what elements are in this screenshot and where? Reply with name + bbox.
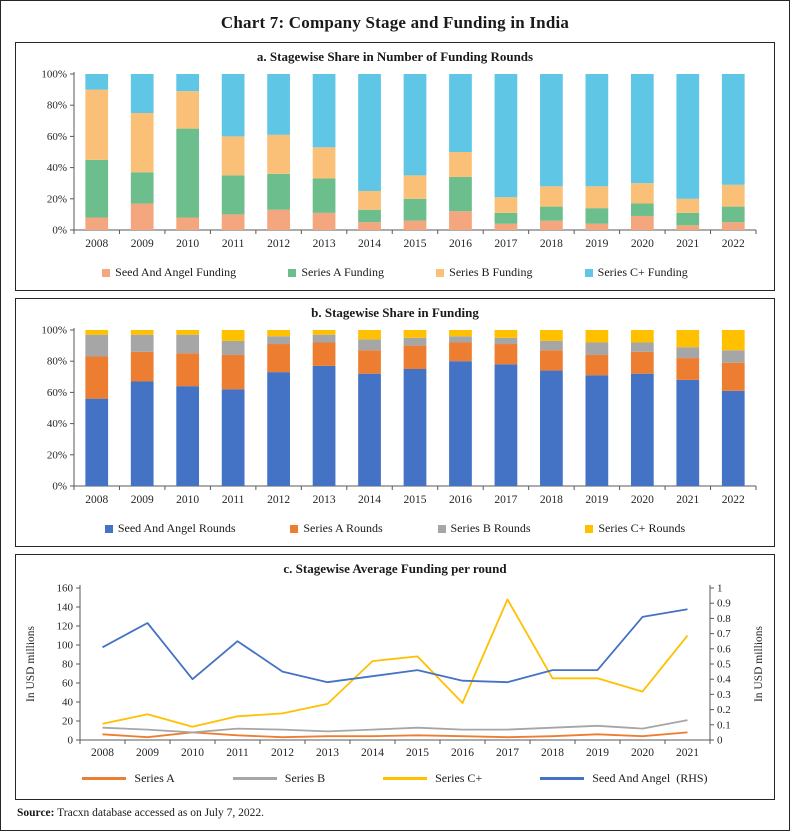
x-axis-label: 2010: [181, 747, 204, 759]
x-axis-label: 2014: [358, 238, 382, 250]
bar-segment: [540, 350, 563, 370]
legend-swatch: [438, 525, 446, 533]
bar-segment: [85, 330, 108, 335]
bar-segment: [267, 74, 290, 135]
bar-segment: [267, 210, 290, 230]
legend-item: [585, 521, 685, 536]
bar-segment: [631, 330, 654, 342]
bar-segment: [722, 391, 745, 486]
legend-item: [233, 771, 325, 786]
bar-segment: [495, 338, 518, 344]
x-axis-label: 2010: [176, 494, 200, 506]
bar-segment: [449, 211, 472, 230]
bar-segment: [540, 330, 563, 341]
y-axis-right-label: 0.3: [717, 688, 731, 701]
bar-segment: [176, 335, 199, 354]
bar-segment: [495, 197, 518, 213]
y-axis-label: 0%: [52, 480, 67, 493]
bar-segment: [631, 374, 654, 486]
x-axis-label: 2008: [85, 494, 109, 506]
legend-swatch: [585, 525, 593, 533]
bar-segment: [722, 222, 745, 230]
legend-a: [16, 265, 774, 280]
legend-label: Series A Rounds: [303, 521, 383, 535]
bar-segment: [85, 160, 108, 218]
x-axis-label: 2022: [721, 238, 745, 250]
panel-a-title: a. Stagewise Share in Number of Funding Rounds: [256, 49, 534, 64]
x-axis-label: 2019: [585, 238, 609, 250]
x-axis-label: 2012: [271, 747, 294, 759]
x-axis-label: 2012: [267, 494, 291, 506]
bar-segment: [404, 338, 427, 346]
x-axis-label: 2018: [539, 494, 563, 506]
bar-segment: [222, 74, 245, 136]
bar-segment: [267, 344, 290, 372]
bar-segment: [495, 224, 518, 230]
bar-segment: [722, 363, 745, 391]
bar-segment: [631, 216, 654, 230]
bar-segment: [176, 386, 199, 486]
legend-swatch: [290, 525, 298, 533]
bar-segment: [404, 369, 427, 486]
chart-c-canvas: [18, 578, 772, 770]
bar-segment: [313, 213, 336, 230]
x-axis-label: 2011: [221, 238, 245, 250]
x-axis-label: 2009: [136, 747, 159, 759]
panel-c: [15, 554, 775, 800]
bar-segment: [222, 389, 245, 486]
bar-segment: [449, 152, 472, 177]
bar-segment: [631, 74, 654, 183]
bar-segment: [586, 224, 609, 230]
bar-segment: [495, 330, 518, 338]
line-series: [103, 609, 688, 682]
bar-segment: [449, 361, 472, 486]
y-axis-label: 0%: [52, 224, 67, 237]
x-axis-label: 2013: [312, 494, 336, 506]
y-axis-right-title: In USD millions: [753, 625, 765, 703]
x-axis-label: 2008: [91, 747, 114, 759]
bar-segment: [131, 203, 154, 230]
bar-segment: [404, 221, 427, 230]
line-series: [103, 599, 688, 726]
bar-segment: [586, 375, 609, 486]
y-axis-left-label: 120: [56, 620, 73, 633]
bar-segment: [267, 336, 290, 344]
bar-segment: [313, 366, 336, 486]
x-axis-label: 2012: [267, 238, 291, 250]
bar-segment: [676, 225, 699, 230]
bar-segment: [540, 207, 563, 221]
bar-segment: [313, 342, 336, 365]
legend-label: Seed And Angel (RHS): [592, 771, 708, 785]
bar-segment: [176, 74, 199, 91]
bar-segment: [131, 335, 154, 352]
bar-segment: [631, 203, 654, 215]
x-axis-label: 2019: [585, 494, 609, 506]
bar-segment: [722, 350, 745, 362]
y-axis-right-label: 0.9: [717, 597, 731, 610]
bar-segment: [449, 74, 472, 152]
bar-segment: [676, 358, 699, 380]
bar-segment: [449, 177, 472, 211]
bar-segment: [85, 90, 108, 160]
x-axis-label: 2016: [448, 238, 472, 250]
panel-a: [15, 42, 775, 291]
x-axis-label: 2020: [631, 747, 654, 759]
source-label: Source:: [17, 807, 55, 819]
x-axis-label: 2015: [406, 747, 429, 759]
bar-segment: [358, 210, 381, 222]
y-axis-right-label: 0: [717, 734, 723, 747]
x-axis-label: 2013: [316, 747, 339, 759]
y-axis-label: 80%: [46, 99, 67, 112]
y-axis-left-label: 40: [62, 696, 73, 709]
y-axis-label: 20%: [46, 193, 67, 206]
bar-segment: [586, 355, 609, 375]
legend-swatch: [82, 777, 126, 780]
y-axis-label: 40%: [46, 162, 67, 175]
legend-swatch: [102, 269, 110, 277]
bar-segment: [495, 213, 518, 224]
bar-segment: [358, 374, 381, 486]
x-axis-label: 2017: [494, 238, 518, 250]
bar-segment: [313, 330, 336, 335]
legend-item: [436, 265, 532, 280]
x-axis-label: 2014: [358, 494, 382, 506]
y-axis-right-label: 0.8: [717, 612, 731, 625]
bar-segment: [631, 183, 654, 203]
y-axis-left-label: 160: [56, 582, 73, 595]
bar-segment: [267, 372, 290, 486]
y-axis-label: 80%: [46, 355, 67, 368]
bar-segment: [358, 222, 381, 230]
bar-segment: [404, 175, 427, 198]
bar-segment: [586, 74, 609, 186]
bar-segment: [176, 129, 199, 218]
bar-segment: [222, 330, 245, 341]
x-axis-label: 2017: [494, 494, 518, 506]
bar-segment: [267, 135, 290, 174]
x-axis-label: 2021: [676, 494, 700, 506]
bar-segment: [267, 330, 290, 336]
bar-segment: [586, 186, 609, 208]
chart-a-canvas: [18, 66, 772, 264]
legend-label: Series B Funding: [449, 265, 533, 279]
y-axis-label: 60%: [46, 386, 67, 399]
legend-item: [105, 521, 236, 536]
legend-swatch: [436, 269, 444, 277]
bar-segment: [85, 218, 108, 230]
bar-segment: [131, 172, 154, 203]
bar-segment: [495, 74, 518, 197]
bar-segment: [676, 380, 699, 486]
bar-segment: [85, 74, 108, 90]
bar-segment: [176, 353, 199, 386]
x-axis-label: 2017: [496, 747, 519, 759]
bar-segment: [722, 330, 745, 350]
panel-b-title: b. Stagewise Share in Funding: [311, 305, 479, 320]
bar-segment: [540, 74, 563, 186]
x-axis-label: 2015: [403, 494, 427, 506]
bar-segment: [722, 207, 745, 223]
legend-label: Series C+ Rounds: [598, 521, 686, 535]
legend-swatch: [540, 777, 584, 780]
y-axis-label: 20%: [46, 449, 67, 462]
bar-segment: [222, 175, 245, 214]
panel-c-title: c. Stagewise Average Funding per round: [283, 561, 507, 576]
x-axis-label: 2016: [451, 747, 474, 759]
y-axis-left-label: 0: [67, 734, 73, 747]
y-axis-left-label: 80: [62, 658, 73, 671]
x-axis-label: 2011: [221, 494, 245, 506]
y-axis-right-label: 0.2: [717, 704, 731, 717]
x-axis-label: 2015: [403, 238, 427, 250]
bar-segment: [495, 364, 518, 486]
bar-segment: [358, 339, 381, 350]
bar-segment: [358, 74, 381, 191]
x-axis-label: 2018: [541, 747, 564, 759]
legend-label: Series C+ Funding: [597, 265, 688, 279]
legend-label: Series C+: [435, 771, 483, 785]
bar-segment: [404, 346, 427, 369]
legend-label: Seed And Angel Rounds: [117, 521, 236, 535]
legend-item: [383, 771, 482, 786]
bar-segment: [222, 214, 245, 230]
legend-item: [102, 265, 236, 280]
bar-segment: [449, 330, 472, 336]
legend-swatch: [383, 777, 427, 780]
legend-label: Series A Funding: [301, 265, 385, 279]
bar-segment: [313, 147, 336, 178]
legend-item: [540, 771, 707, 786]
bar-segment: [404, 330, 427, 338]
bar-segment: [586, 208, 609, 224]
bar-segment: [676, 74, 699, 199]
bar-segment: [222, 341, 245, 355]
y-axis-right-label: 0.4: [717, 673, 731, 686]
legend-label: Series B: [284, 771, 326, 785]
bar-segment: [631, 352, 654, 374]
x-axis-label: 2019: [586, 747, 609, 759]
bar-segment: [313, 74, 336, 147]
bar-segment: [676, 213, 699, 225]
x-axis-label: 2021: [676, 747, 699, 759]
bar-segment: [85, 357, 108, 399]
bar-segment: [131, 381, 154, 486]
y-axis-left-label: 60: [62, 677, 73, 690]
bar-segment: [131, 330, 154, 335]
bar-segment: [404, 199, 427, 221]
legend-item: [288, 265, 384, 280]
legend-swatch: [105, 525, 113, 533]
x-axis-label: 2022: [721, 494, 745, 506]
y-axis-left-label: 100: [56, 639, 73, 652]
bar-segment: [131, 74, 154, 113]
x-axis-label: 2020: [630, 238, 654, 250]
x-axis-label: 2009: [130, 238, 154, 250]
source-note: [17, 807, 775, 819]
y-axis-left-label: 20: [62, 715, 73, 728]
bar-segment: [404, 74, 427, 175]
legend-label: Series A: [134, 771, 175, 785]
bar-segment: [676, 330, 699, 347]
legend-item: [585, 265, 688, 280]
y-axis-left-label: 140: [56, 601, 73, 614]
x-axis-label: 2016: [448, 494, 472, 506]
bar-segment: [586, 330, 609, 342]
x-axis-label: 2018: [539, 238, 563, 250]
bar-segment: [495, 344, 518, 364]
y-axis-right-label: 0.7: [717, 628, 731, 641]
x-axis-label: 2020: [630, 494, 654, 506]
y-axis-right-label: 0.5: [717, 658, 731, 671]
bar-segment: [540, 341, 563, 350]
bar-segment: [358, 350, 381, 373]
y-axis-label: 100%: [41, 324, 67, 337]
x-axis-label: 2009: [130, 494, 154, 506]
bar-segment: [676, 347, 699, 358]
y-axis-label: 40%: [46, 418, 67, 431]
bar-segment: [540, 371, 563, 486]
bar-segment: [222, 355, 245, 389]
bar-segment: [540, 186, 563, 206]
bar-segment: [540, 221, 563, 230]
bar-segment: [131, 113, 154, 172]
y-axis-label: 60%: [46, 130, 67, 143]
bar-segment: [586, 342, 609, 354]
legend-item: [438, 521, 531, 536]
bar-segment: [449, 342, 472, 361]
bar-segment: [358, 330, 381, 339]
bar-segment: [176, 330, 199, 335]
bar-segment: [131, 352, 154, 382]
bar-segment: [631, 342, 654, 351]
bar-segment: [449, 336, 472, 342]
x-axis-label: 2010: [176, 238, 200, 250]
legend-label: Series B Rounds: [450, 521, 531, 535]
bar-segment: [176, 91, 199, 128]
bar-segment: [85, 335, 108, 357]
legend-swatch: [585, 269, 593, 277]
x-axis-label: 2021: [676, 238, 700, 250]
y-axis-left-title: In USD millions: [25, 625, 37, 703]
bar-segment: [313, 179, 336, 213]
x-axis-label: 2014: [361, 747, 384, 759]
legend-item: [290, 521, 382, 536]
panel-b: [15, 298, 775, 547]
bar-segment: [222, 136, 245, 175]
legend-swatch: [288, 269, 296, 277]
source-text: Tracxn database accessed as on July 7, 2022.: [54, 807, 264, 819]
legend-item: [82, 771, 174, 786]
bar-segment: [85, 399, 108, 486]
y-axis-right-label: 1: [717, 582, 723, 595]
x-axis-label: 2013: [312, 238, 336, 250]
legend-label: Seed And Angel Funding: [115, 265, 237, 279]
bar-segment: [722, 185, 745, 207]
bar-segment: [358, 191, 381, 210]
chart-b-canvas: [18, 322, 772, 520]
bar-segment: [313, 335, 336, 343]
y-axis-right-label: 0.6: [717, 643, 731, 656]
bar-segment: [722, 74, 745, 185]
legend-swatch: [233, 777, 277, 780]
bar-segment: [676, 199, 699, 213]
legend-c: [16, 771, 774, 786]
y-axis-label: 100%: [41, 68, 67, 81]
bar-segment: [267, 174, 290, 210]
figure-title: Chart 7: Company Stage and Funding in India: [220, 13, 570, 32]
y-axis-right-label: 0.1: [717, 719, 731, 732]
x-axis-label: 2011: [226, 747, 249, 759]
legend-b: [16, 521, 774, 536]
bar-segment: [176, 218, 199, 230]
x-axis-label: 2008: [85, 238, 109, 250]
